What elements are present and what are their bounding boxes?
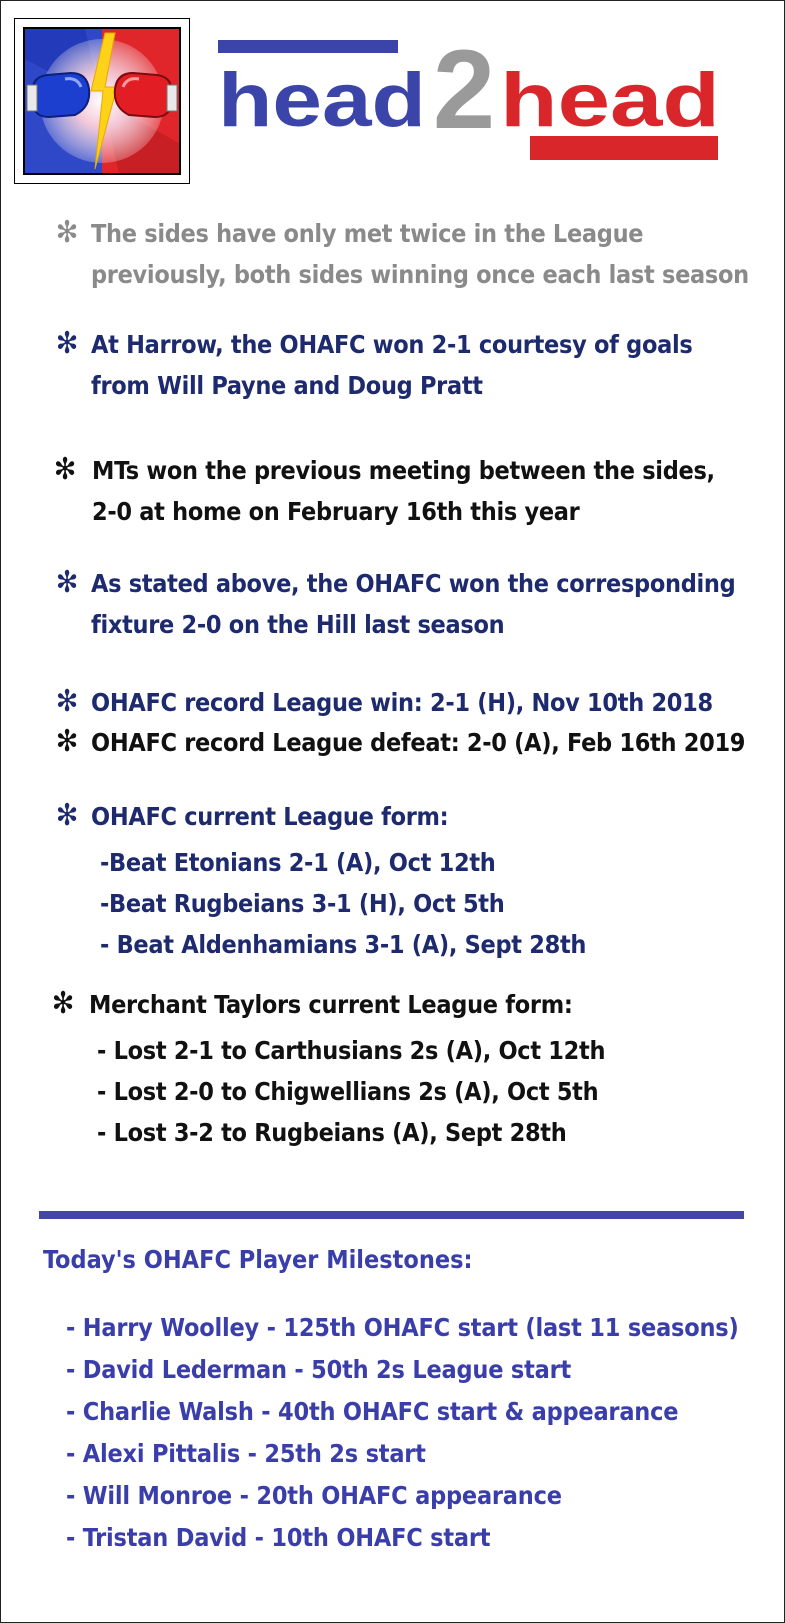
ohafc-form-heading: OHAFC current League form: [91,802,449,831]
bullet-star-icon: ✻ [53,452,77,487]
fact-item [92,450,715,532]
fact-line: OHAFC record League defeat: 2-0 (A), Feb 16th 2019 [91,728,746,757]
list-item: - Harry Woolley - 125th OHAFC start (last 11 seasons) [66,1313,739,1342]
list-item: - Lost 3-2 to Rugbeians (A), Sept 28th [97,1118,567,1147]
list-item: -Beat Rugbeians 3-1 (H), Oct 5th [100,889,505,918]
boxing-gloves-icon [23,27,181,175]
bullet-star-icon: ✻ [55,724,79,759]
bullet-star-icon: ✻ [55,684,79,719]
list-item: - Lost 2-0 to Chigwellians 2s (A), Oct 5th [97,1077,599,1106]
fact-line: At Harrow, the OHAFC won 2-1 courtesy of goals [91,330,693,359]
bullet-star-icon: ✻ [51,986,75,1021]
logo-box [14,18,190,184]
ohafc-form-list [100,842,586,965]
fact-line: from Will Payne and Doug Pratt [91,371,483,400]
fact-item [91,213,749,295]
fact-item [91,563,735,645]
list-item: - Tristan David - 10th OHAFC start [66,1523,491,1552]
fact-line: previously, both sides winning once each last season [91,260,749,289]
fact-line: OHAFC record League win: 2-1 (H), Nov 10th 2018 [91,688,713,717]
list-item: - Beat Aldenhamians 3-1 (A), Sept 28th [100,930,587,959]
list-item: -Beat Etonians 2-1 (A), Oct 12th [100,848,496,877]
wordmark-mid: 2 [432,30,496,152]
milestones-title: Today's OHAFC Player Milestones: [43,1245,473,1274]
fact-line: fixture 2-0 on the Hill last season [91,610,505,639]
wordmark-right: head [500,58,720,143]
list-item: - Charlie Walsh - 40th OHAFC start & appearance [66,1397,679,1426]
fact-line: MTs won the previous meeting between the sides, [92,456,715,485]
fact-item [91,722,745,763]
fact-item [91,324,692,406]
fact-line: As stated above, the OHAFC won the corresponding [91,569,736,598]
list-item: - Lost 2-1 to Carthusians 2s (A), Oct 12th [97,1036,606,1065]
fact-line: The sides have only met twice in the League [91,219,644,248]
mt-form-heading: Merchant Taylors current League form: [89,990,573,1019]
bullet-star-icon: ✻ [55,215,79,250]
wordmark-left: head [218,58,426,143]
bullet-star-icon: ✻ [55,798,79,833]
list-item: - Alexi Pittalis - 25th 2s start [66,1439,426,1468]
mt-form-list [97,1030,605,1153]
section-divider [39,1211,744,1219]
head2head-wordmark [218,30,748,170]
bullet-star-icon: ✻ [55,565,79,600]
list-item: - David Lederman - 50th 2s League start [66,1355,572,1384]
fact-item [91,682,713,723]
milestones-list [66,1307,739,1559]
wordmark-top-bar [218,40,398,53]
bullet-star-icon: ✻ [55,326,79,361]
fact-line: 2-0 at home on February 16th this year [92,497,580,526]
list-item: - Will Monroe - 20th OHAFC appearance [66,1481,562,1510]
